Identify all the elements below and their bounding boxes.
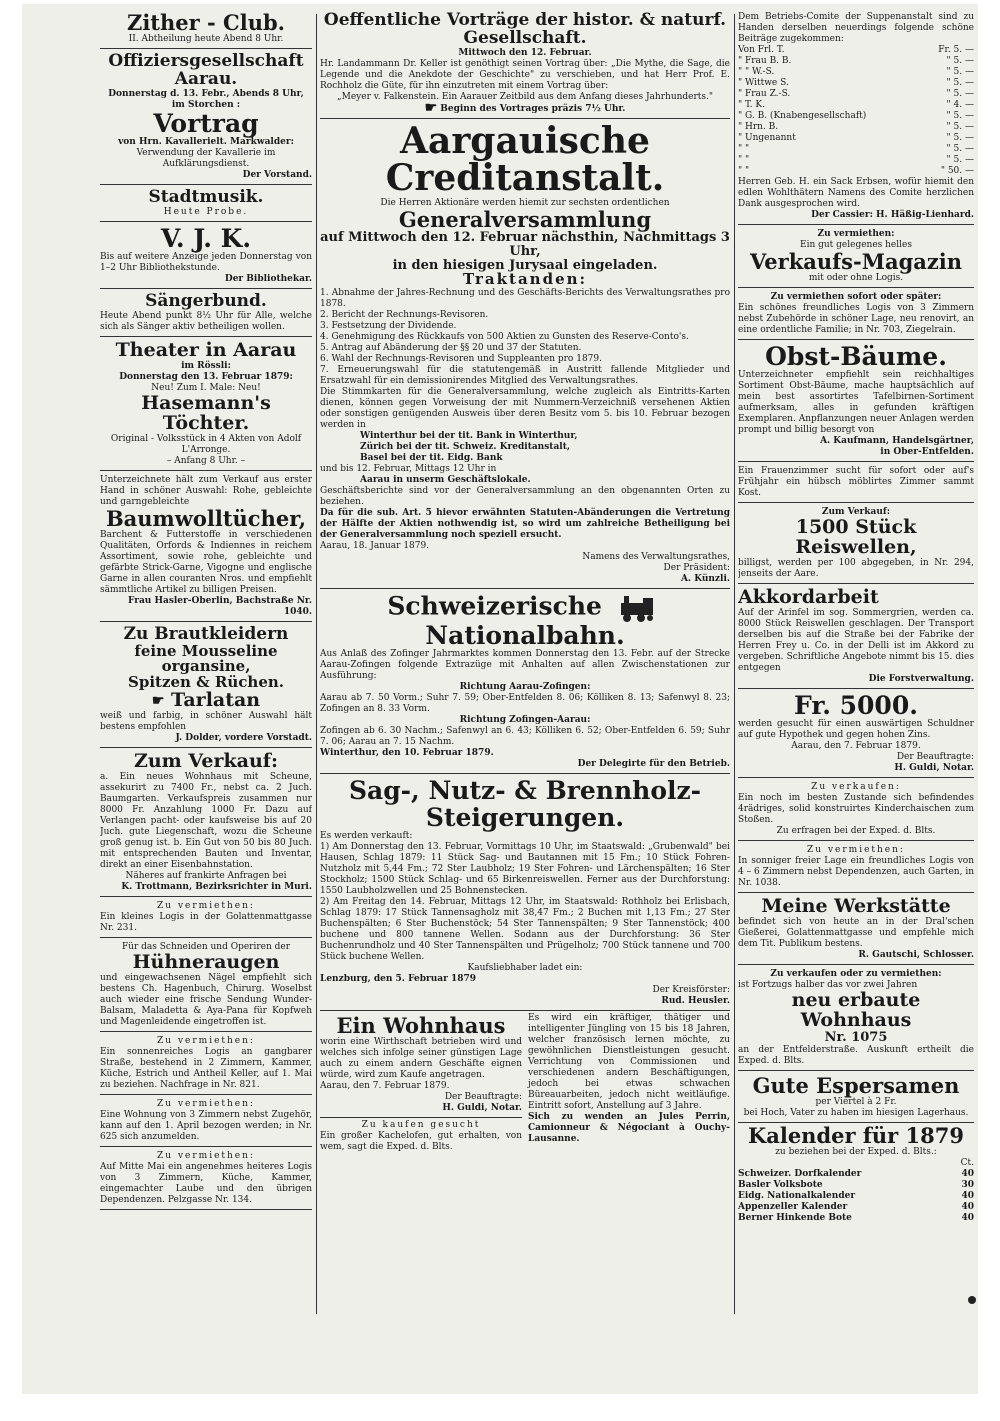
table-row [738, 100, 974, 111]
ad-text: Bis auf weitere Anzeige jeden Donnerstag von 1–2 Uhr Bibliothekstunde. [100, 252, 312, 274]
ad-text: Lenzburg, den 5. Februar 1879 [320, 973, 477, 984]
list-item: 3. Festsetzung der Dividende. [320, 321, 457, 331]
ad-title: Zu vermiethen: [157, 1098, 255, 1109]
ad-text: a. Ein neues Wohnhaus mit Scheune, assekurirt zu 7400 Fr., nebst ca. 2 Juch. Baumgarten. Verkaufspreis zusammen nur 8000 Fr. Anzahlung 1000 Fr. Dazu auf Verlangen pacht- oder kaufsweise bis auf 20 Juch. gute Liegenschaft, wozu die Scheune groß genug ist. b. Ein Gut von 50 bis 80 Juch. mit entsprechenden Bauten und Inventar, direkt an einer Eisenbahnstation. [100, 771, 312, 870]
table-row [738, 155, 974, 166]
table-cell: " 5. — [946, 111, 974, 121]
table-row [738, 1202, 974, 1213]
ad-text: worin eine Wirthschaft betrieben wird und welches sich infolge seiner günstigen Lage auch zu einem andern Geschäfte eignen würde, wird zum Kaufe angetragen. [320, 1036, 522, 1080]
ad-headline: Fr. 5000. [794, 691, 918, 721]
table-cell: " Frau B. B. [738, 56, 792, 66]
ad-signature: Namens des Verwaltungsrathes, [582, 552, 730, 562]
ad-title: Zu vermiethen: [157, 1150, 255, 1161]
table-row [738, 1191, 974, 1202]
ad-vjk [100, 224, 312, 289]
ad-nationalbahn [320, 591, 730, 774]
ad-title: Sängerbund. [145, 291, 267, 312]
ad-text: Zu erfragen bei der Exped. d. Blts. [776, 826, 936, 837]
table-row [738, 144, 974, 155]
ad-text: bei Hoch, Vater zu haben im hiesigen Lagerhaus. [743, 1107, 969, 1118]
table-cell: Von Frl. T. [738, 45, 785, 55]
table-cell: 40 [961, 1190, 974, 1201]
ad-text: Ein Frauenzimmer sucht für sofort oder auf's Frühjahr ein hübsch möblirtes Zimmer sammt Kost. [738, 466, 974, 499]
ad-signature: Der Kreisförster: [652, 984, 730, 995]
ad-title [320, 593, 730, 649]
ad-text: zu beziehen bei der Exped. d. Blts.: [775, 1146, 937, 1157]
table-row [738, 56, 974, 67]
ad-signature: Rud. Heusler. [661, 995, 730, 1006]
ad-text: mit oder ohne Logis. [808, 273, 904, 284]
ad-signature: Der Cassier: H. Häßig-Lienhard. [811, 210, 974, 220]
ad-braut [100, 624, 312, 748]
ad-text: Ein schönes freundliches Logis von 3 Zimmern nebst Zubehörde in schöner Lage, neu renovirt, an eine ordentliche Familie; in Nr. 703, Ziegelrain. [738, 303, 974, 336]
pointing-hand-icon: ☛ [151, 692, 165, 709]
ad-text: im Storchen : [171, 99, 241, 110]
ad-signature: J. Dolder, vordere Vorstadt. [175, 732, 312, 743]
table-row [738, 89, 974, 100]
donation-table [738, 45, 974, 177]
table-row [738, 133, 974, 144]
ad-text: Näheres auf frankirte Anfragen bei [125, 870, 287, 881]
ad-signature: Der Bibliothekar. [224, 274, 312, 285]
list-item: 1. Abnahme der Jahres-Rechnung und des Geschäfts-Berichts des Verwaltungsrathes pro 1878. [320, 288, 730, 309]
ad-logis5 [738, 290, 974, 340]
ad-stadtmusik [100, 187, 312, 222]
ad-text: weiß und farbig, in schöner Auswahl hält bestens empfohlen [100, 710, 312, 732]
table-row [738, 122, 974, 133]
ad-title: Zu vermiethen: [817, 229, 895, 239]
ad-signature: Der Beauftragte: [896, 752, 974, 763]
ad-magazin [738, 227, 974, 288]
ad-signature: Der Vorstand. [242, 169, 312, 180]
ad-text: II. Abtheilung heute Abend 8 Uhr. [128, 34, 284, 45]
ad-text: Auf der Arinfel im sog. Sommergrien, werden ca. 8000 Stück Reiswellen geschlagen. Der Transport derselben bis auf die Straße bei der Fabrike der Herren Frey u. Co. in der Delli ist im Akkord zu vergeben. Schriftliche Angebote nimmt bis 15. dies entgegen [738, 608, 974, 674]
ad-text: in den hiesigen Jurysaal eingeladen. [392, 257, 658, 273]
ad-text: Verwendung der Kavallerie im Aufklärungsdienst. [136, 147, 276, 169]
ad-text: Ein sonnenreiches Logis an gangbarer Straße, bestehend in 2 Zimmern, Kammer, Küche, Estrich und Antheil Keller, auf 1. Mai zu beziehen. Nachfrage in Nr. 821. [100, 1046, 312, 1090]
ad-headline: Hasemann's Töchter. [141, 391, 271, 434]
ad-baumwoll [100, 473, 312, 622]
table-cell: " Hrn. B. [738, 122, 779, 132]
ad-subtitle: Richtung Zofingen-Aarau: [459, 715, 591, 726]
ad-neues-wohnhaus [738, 967, 974, 1071]
table-cell: 30 [961, 1179, 974, 1190]
list-item: 2. Bericht der Rechnungs-Revisoren. [320, 310, 489, 320]
ad-obstbaeume [738, 342, 974, 462]
ad-title: Steigerungen. [425, 802, 625, 832]
pointing-hand-icon: ☛ [424, 99, 438, 116]
ad-headline: 1500 Stück Reiswellen, [795, 516, 917, 559]
ad-text: per Viertel à 2 Fr. [815, 1096, 897, 1107]
ad-text: und eingewachsenen Nägel empfiehlt sich bestens Ch. Hagenbuch, Chirurg. Woselbst auch wieder eine frische Sendung Wunder-Balsam, Maladetta & Aya-Pana für Kopfweh und Magenleidende eingetroffen ist. [100, 972, 312, 1027]
small-ads-row [320, 1013, 730, 1153]
ad-text: Aarau ab 7. 50 Vorm.; Suhr 7. 59; Ober-Entfelden 8. 06; Kölliken 8. 13; Safenwyl 8. 23; Zofingen an 8. 33 Vorm. [320, 693, 730, 715]
ad-headline: Generalversammlung [398, 207, 652, 233]
ad-holz [320, 776, 730, 1011]
ad-signature: Der Delegirte für den Betrieb. [577, 759, 730, 770]
ad-text: Heute Abend punkt 8½ Uhr für Alle, welche sich als Sänger aktiv betheiligen wollen. [100, 310, 312, 332]
ad-signature: H. Guldi, Notar. [442, 1102, 522, 1113]
ad-logis6 [738, 843, 974, 893]
ad-text: Die Herren Aktionäre werden hiemit zur sechsten ordentlichen [380, 198, 670, 209]
ad-title: Meine Werkstätte [761, 895, 951, 918]
ad-logis1 [100, 899, 312, 938]
table-cell: " 5. — [946, 144, 974, 154]
ad-headline: Vortrag [153, 108, 259, 138]
ad-signature: A. Kaufmann, Handelsgärtner, [820, 436, 974, 447]
ad-text: – Anfang 8 Uhr. – [166, 455, 246, 466]
ad-title: Zu verkaufen: [811, 782, 901, 793]
ad-text: Herren Geb. H. ein Sack Erbsen, wofür hiemit den edlen Wohlthätern Namens des Comite herzlichen Dank ausgesprochen wird. [738, 177, 974, 209]
ad-title: Obst-Bäume. [765, 342, 947, 372]
list-item: Zürich bei der tit. Schweiz. Kreditanstalt, [360, 442, 570, 452]
list-item: 5. Antrag auf Abänderung der §§ 20 und 37 der Statuten. [320, 343, 582, 353]
column-rule [316, 14, 317, 1314]
ad-headline: Verkaufs-Magazin [749, 249, 963, 274]
ad-text: Eine Wohnung von 3 Zimmern nebst Zugehör, kann auf den 1. April bezogen werden; in Nr. 625 sich anzumelden. [100, 1109, 312, 1142]
ad-text: im Rössli: [181, 360, 231, 371]
ad-text: und bis 12. Februar, Mittags 12 Uhr in [320, 464, 497, 474]
ad-creditanstalt [320, 121, 730, 589]
ad-text: Es werden verkauft: [320, 830, 413, 841]
ad-verkauf [100, 750, 312, 897]
ad-text: feine Mousseline organsine, [134, 641, 278, 676]
ad-text: Dem Betriebs-Comite der Suppenanstalt sind zu Handen derselben neuerdings folgende schöne Beiträge zugekommen: [738, 12, 974, 44]
ad-title: Zum Verkauf: [134, 749, 278, 772]
column-middle [320, 10, 730, 1153]
ad-title: Kalender für 1879 [747, 1122, 964, 1148]
table-row [738, 67, 974, 78]
ad-fr5000 [738, 691, 974, 778]
table-cell: " Frau Z.-S. [738, 89, 791, 99]
table-cell: " 5. — [946, 78, 974, 88]
ad-text: Ct. [960, 1157, 974, 1168]
ad-akkordarbeit [738, 586, 974, 689]
list-item: Aarau in unserm Geschäftslokale. [360, 475, 531, 485]
list-item: 7. Erneuerungswahl für die statutengemäß in Austritt fallende Mitglieder und Ersatzwahl für ein demissionirendes Mitglied des Verwaltungsrathes. [320, 365, 730, 386]
table-row [738, 45, 974, 56]
column-rule [734, 14, 735, 1314]
ad-title-part: Schweizerische [387, 591, 602, 621]
ad-logis3 [100, 1097, 312, 1147]
ad-title: V. J. K. [160, 223, 252, 253]
ad-title: Zum Verkauf: [821, 507, 891, 518]
ad-title: Oeffentliche Vorträge der histor. & naturf. Gesellschaft. [323, 10, 727, 48]
table-cell: " 4. — [946, 100, 974, 110]
ad-logis2 [100, 1034, 312, 1095]
ad-espersamen [738, 1073, 974, 1123]
ad-text: Ein noch im besten Zustande sich befindendes 4rädriges, solid konstruirtes Kinderchaischen zum Stoßen. [738, 793, 974, 826]
table-cell: " 5. — [946, 89, 974, 99]
ad-title: Sag-, Nutz- & Brennholz- [348, 776, 702, 806]
ad-title: Zu Brautkleidern [123, 623, 289, 644]
ad-text: Unterzeichneter empfiehlt sein reichhaltiges Sortiment Obst-Bäume, mache hauptsächlich auf mein best assortirtes Tafelbirnen-Sortiment aufmerksam, alles in gefunden kräftigen Exemplaren. Anpflanzungen neuer Anlagen werden prompt und billig besorgt von [738, 370, 974, 436]
table-cell: " " [738, 166, 750, 176]
column-left [100, 10, 312, 1212]
ad-wohnhaus [320, 1013, 522, 1118]
ad-text: Geschäftsberichte sind vor der Generalversammlung an den obgenannten Orten zu beziehen. [320, 486, 730, 507]
ad-text: Die Stimmkarten für die Generalversammlung, welche zugleich als Eintritts-Karten dienen, können gegen Vorweisung der mit Nummern-Verzeichniß versehenen Aktien oder sonstigen genügenden Ausweis über deren Besitz vom 5. bis 10. Februar bezogen werden in [320, 387, 730, 430]
table-row [738, 1213, 974, 1224]
table-cell: " 5. — [946, 56, 974, 66]
ad-werkstaette [738, 895, 974, 965]
ad-title: Offiziersgesellschaft Aarau. [108, 51, 304, 89]
ad-text: Aarau, den 7. Februar 1879. [320, 1080, 450, 1091]
locomotive-icon [617, 593, 657, 623]
ad-text: werden gesucht für einen auswärtigen Schuldner auf gute Hypothek und gegen hohen Zins. [738, 719, 974, 741]
ad-text: Kaufsliebhaber ladet ein: [467, 962, 583, 973]
ad-text: befindet sich von heute an in der Dral'schen Gießerei, Golattenmattgasse und empfehle mich dem Tit. Publikum bestens. [738, 917, 974, 950]
ad-text: billigst, werden per 100 abgegeben, in Nr. 294, jenseits der Aare. [738, 558, 974, 580]
list-item: Winterthur bei der tit. Bank in Winterthur, [360, 431, 578, 441]
ad-text: Donnerstag den 13. Februar 1879: [119, 371, 293, 382]
ad-juengling [528, 1013, 730, 1153]
ad-text: Auf Mitte Mai ein angenehmes heiteres Logis von 3 Zimmern, Küche, Kammer, eingemachter Laube und den übrigen Dependenzen. Pelzgasse Nr. 134. [100, 1161, 312, 1205]
ad-text: Heute Probe. [163, 206, 249, 217]
ad-title-part: Nationalbahn. [425, 621, 625, 650]
ad-title: Zu vermiethen: [807, 845, 905, 856]
table-cell: " 5. — [946, 133, 974, 143]
table-row [738, 111, 974, 122]
ad-title: Aargauische Creditanstalt. [385, 119, 665, 200]
ad-title: Ein Wohnhaus [336, 1012, 506, 1038]
ad-text: Donnerstag d. 13. Febr., Abends 8 Uhr, [108, 88, 304, 99]
ad-text: auf Mittwoch den 12. Februar nächsthin, Nachmittags 3 Uhr, [320, 230, 730, 259]
ad-text: Für das Schneiden und Operiren der [121, 941, 291, 952]
ad-title: Gute Espersamen [752, 1072, 960, 1098]
table-cell: " 5. — [946, 122, 974, 132]
ad-signature: Der Präsident: [663, 563, 730, 573]
ad-text: Ein gut gelegenes helles [800, 240, 912, 250]
ad-kalender [738, 1122, 974, 1224]
table-cell: " 5. — [946, 67, 974, 77]
ad-signature: Der Beauftragte: [444, 1091, 522, 1102]
ad-theater [100, 339, 312, 471]
table-row [738, 78, 974, 89]
ad-vortraege [320, 10, 730, 119]
table-cell: Basler Volksbote [738, 1179, 823, 1190]
ad-text: Ein kleines Logis in der Golattenmattgasse Nr. 231. [100, 911, 312, 933]
ad-text: „Meyer v. Falkenstein. Ein Aarauer Zeitbild aus dem Anfang dieses Jahrhunderts." [336, 91, 714, 102]
ad-kachelofen [320, 1120, 522, 1153]
ad-headline: neu erbaute Wohnhaus [791, 989, 921, 1032]
ad-saenger [100, 291, 312, 337]
ad-headline: Tarlatan [171, 688, 261, 711]
ad-huehner [100, 940, 312, 1032]
ad-title: Zither - Club. [127, 10, 285, 35]
table-cell: " " W.-S. [738, 67, 775, 77]
punch-hole [968, 1296, 976, 1304]
ad-offizier [100, 51, 312, 185]
ad-subtitle: Traktanden: [462, 270, 588, 289]
table-cell: 40 [961, 1201, 974, 1212]
traktanden-list [320, 288, 730, 387]
ad-signature: A. Künzli. [680, 574, 730, 584]
ad-zither [100, 10, 312, 49]
ad-text: Winterthur, den 10. Februar 1879. [320, 748, 494, 759]
list-item: 4. Genehmigung des Rückkaufs von 500 Aktien zu Gunsten des Reserve-Conto's. [320, 332, 689, 342]
table-cell: 40 [961, 1168, 974, 1179]
ad-text: 2) Am Freitag den 14. Februar, Mittags 12 Uhr, im Staatswald: Rothholz bei Erlisbach, Schlag 1879: 17 Stück Tannensagholz mit 38,47 Fm.; 2 Buchen mit 1,13 Fm.; 27 Ster Buchenspälten; 6 Ster Buchenstöck; 54 Ster Tannenspälten; 9 Ster Tannenstöck; 400 buchene und 800 tannene Wellen. Sodann aus der Durchforstung: 36 Ster Buchenrundholz und 40 Ster Tannenspälten und Prügelholz; 700 Stück tannene und 700 Stück buchene Wellen. [320, 896, 730, 962]
ad-text: Aarau, den 7. Februar 1879. [791, 741, 921, 752]
ad-text: ist Fortzugs halber das vor zwei Jahren [738, 980, 918, 991]
ad-suppenanstalt [738, 10, 974, 225]
ad-text: Aus Anlaß des Zofinger Jahrmarktes kommen Donnerstag den 13. Febr. auf der Strecke Aarau-Zofingen folgende Extrazüge mit Anhalten auf allen Zwischenstationen zur Ausführung: [320, 649, 730, 682]
ad-text: Barchent & Futterstoffe in verschiedenen Qualitäten, Orfords & Indiennes in reichem Assortiment, sowie rohe, gebleichte und gefärbte Strick-Garne, Vigogne und englische Garne in allen couranten Nros. und empfiehlt sämmtliche Artikel zu billigen Preisen. [100, 529, 312, 595]
table-row [738, 166, 974, 177]
ad-title: Stadtmusik. [148, 186, 264, 207]
ad-reiswellen [738, 505, 974, 584]
ad-logis4 [100, 1149, 312, 1210]
table-cell: Berner Hinkende Bote [738, 1212, 852, 1223]
ad-text: Aarau, 18. Januar 1879. [320, 541, 430, 551]
ad-subtitle: Richtung Aarau-Zofingen: [459, 682, 591, 693]
ad-headline: Hühneraugen [132, 950, 280, 973]
ad-kinderchaise [738, 780, 974, 841]
ad-headline: Baumwolltücher, [105, 505, 307, 531]
list-item: 6. Wahl der Rechnungs-Revisoren und Suppleanten pro 1879. [320, 354, 602, 364]
ad-text: an der Entfelderstraße. Auskunft ertheilt die Exped. d. Blts. [738, 1044, 974, 1066]
ad-text: von Hrn. Kavallerielt. Markwalder: [118, 136, 294, 147]
ad-title: Theater in Aarau [115, 338, 297, 361]
table-cell: Fr. 5. — [938, 45, 974, 55]
ad-text: Unterzeichnete hält zum Verkauf aus erster Hand in schöner Auswahl: Rohe, gebleichte und garngebleichte [100, 474, 312, 507]
column-right [738, 10, 974, 1224]
table-cell: " 5. — [946, 155, 974, 165]
ad-headline: Akkordarbeit [738, 586, 879, 609]
ad-title: Zu vermiethen: [157, 1035, 255, 1046]
ad-title: Zu kaufen gesucht [361, 1119, 481, 1130]
ad-signature: H. Guldi, Notar. [894, 763, 974, 774]
ad-signature: Frau Hasler-Oberlin, Bachstraße Nr. 1040. [128, 595, 312, 617]
ad-text: Beginn des Vortrages präzis 7½ Uhr. [440, 103, 626, 114]
table-cell: " 50. — [940, 166, 974, 176]
ad-title: Zu vermiethen: [157, 900, 255, 911]
ad-text: Neu! Zum I. Male: Neu! [151, 382, 261, 393]
ad-text: 1) Am Donnerstag den 13. Februar, Vormittags 10 Uhr, im Staatswald: „Grubenwald" bei Hausen, Schlag 1879: 11 Stück Sag- und Bautannen mit 15 Fm.; 10 Stück Fohren-Nutzholz mit 5,44 Fm.; 72 Ster Laubholz; 19 Ster Fohren- und Lärchenspälten; 16 Ster Stockholz; 1500 Stück Schlag- und 65 Birkenreiswellen. Ferner aus der Durchforstung: 1550 Laubholzwellen und 25 Bohnenstecken. [320, 841, 730, 896]
table-cell: 40 [961, 1212, 974, 1223]
ad-signature: R. Gautschi, Schlosser. [858, 950, 974, 961]
ad-signature: Sich zu wenden an Jules Perrin, Camionneur & Négociant à Ouchy-Lausanne. [528, 1111, 730, 1144]
ad-signature: in Ober-Entfelden. [880, 447, 974, 458]
ad-title: Zu verkaufen oder zu vermiethen: [770, 969, 942, 980]
table-cell: Eidg. Nationalkalender [738, 1190, 856, 1201]
ad-text: Nr. 1075 [824, 1030, 888, 1046]
table-row [738, 1169, 974, 1180]
table-cell: Schweizer. Dorfkalender [738, 1168, 862, 1179]
ad-signature: Die Forstverwaltung. [868, 674, 974, 685]
table-cell: " T. K. [738, 100, 765, 110]
table-cell: " " [738, 155, 750, 165]
ad-text: Original - Volksstück in 4 Akten von Adolf L'Arronge. [110, 433, 302, 455]
ad-text: Es wird ein kräftiger, thätiger und intelligenter Jüngling von 15 bis 18 Jahren, welcher französisch lernen möchte, zu gewöhnlichen Dienstleistungen gesucht. Verrichtung von Commissionen und verschiedenen andern Beschäftigungen, jedoch bei etwas schwachen Büreauarbeiten, jedoch nicht weitläufige. Eintritt sofort, Anstellung auf 3 Jahre. [528, 1012, 730, 1111]
table-cell: " G. B. (Knabengesellschaft) [738, 111, 867, 121]
table-cell: " Ungenannt [738, 133, 796, 143]
ad-text: In sonniger freier Lage ein freundliches Logis von 4 – 6 Zimmern nebst Dependenzen, auch Garten, in Nr. 1038. [738, 856, 974, 889]
ad-title: Zu vermiethen sofort oder später: [770, 292, 942, 303]
ad-text: Ein großer Kachelofen, gut erhalten, von wem, sagt die Exped. d. Blts. [320, 1130, 522, 1152]
list-item: Basel bei der tit. Eidg. Bank [360, 453, 503, 463]
ad-text: Da für die sub. Art. 5 hievor erwähnten Statuten-Abänderungen die Vertretung der Hälfte der Aktien nothwendig ist, so wird um zahlreiche Betheiligung bei der Generalversammlung noch speziell ersucht. [320, 508, 730, 540]
ad-signature: K. Trottmann, Bezirksrichter in Muri. [121, 881, 312, 892]
table-cell: " " [738, 144, 750, 154]
table-cell: Appenzeller Kalender [738, 1201, 848, 1212]
ad-text: Zofingen ab 6. 30 Nachm.; Safenwyl an 6. 43; Kölliken 6. 52; Ober-Entfelden 6. 59; Suhr 7. 06; Aarau an 7. 15 Nachm. [320, 726, 730, 748]
table-cell: " Wittwe S. [738, 78, 789, 88]
ad-text: Mittwoch den 12. Februar. [458, 47, 592, 58]
ad-text: Spitzen & Rüchen. [128, 673, 284, 692]
table-row [738, 1180, 974, 1191]
ad-frauenzimmer [738, 464, 974, 503]
ad-text: Hr. Landammann Dr. Keller ist genöthigt seinen Vortrag über: „Die Mythe, die Sage, die Legende und die Anekdote der Geschichte" zu verschieben, und hat Herr Prof. E. Rochholz die Güte, für ihn einzutreten mit einem Vortrag über: [320, 58, 730, 91]
